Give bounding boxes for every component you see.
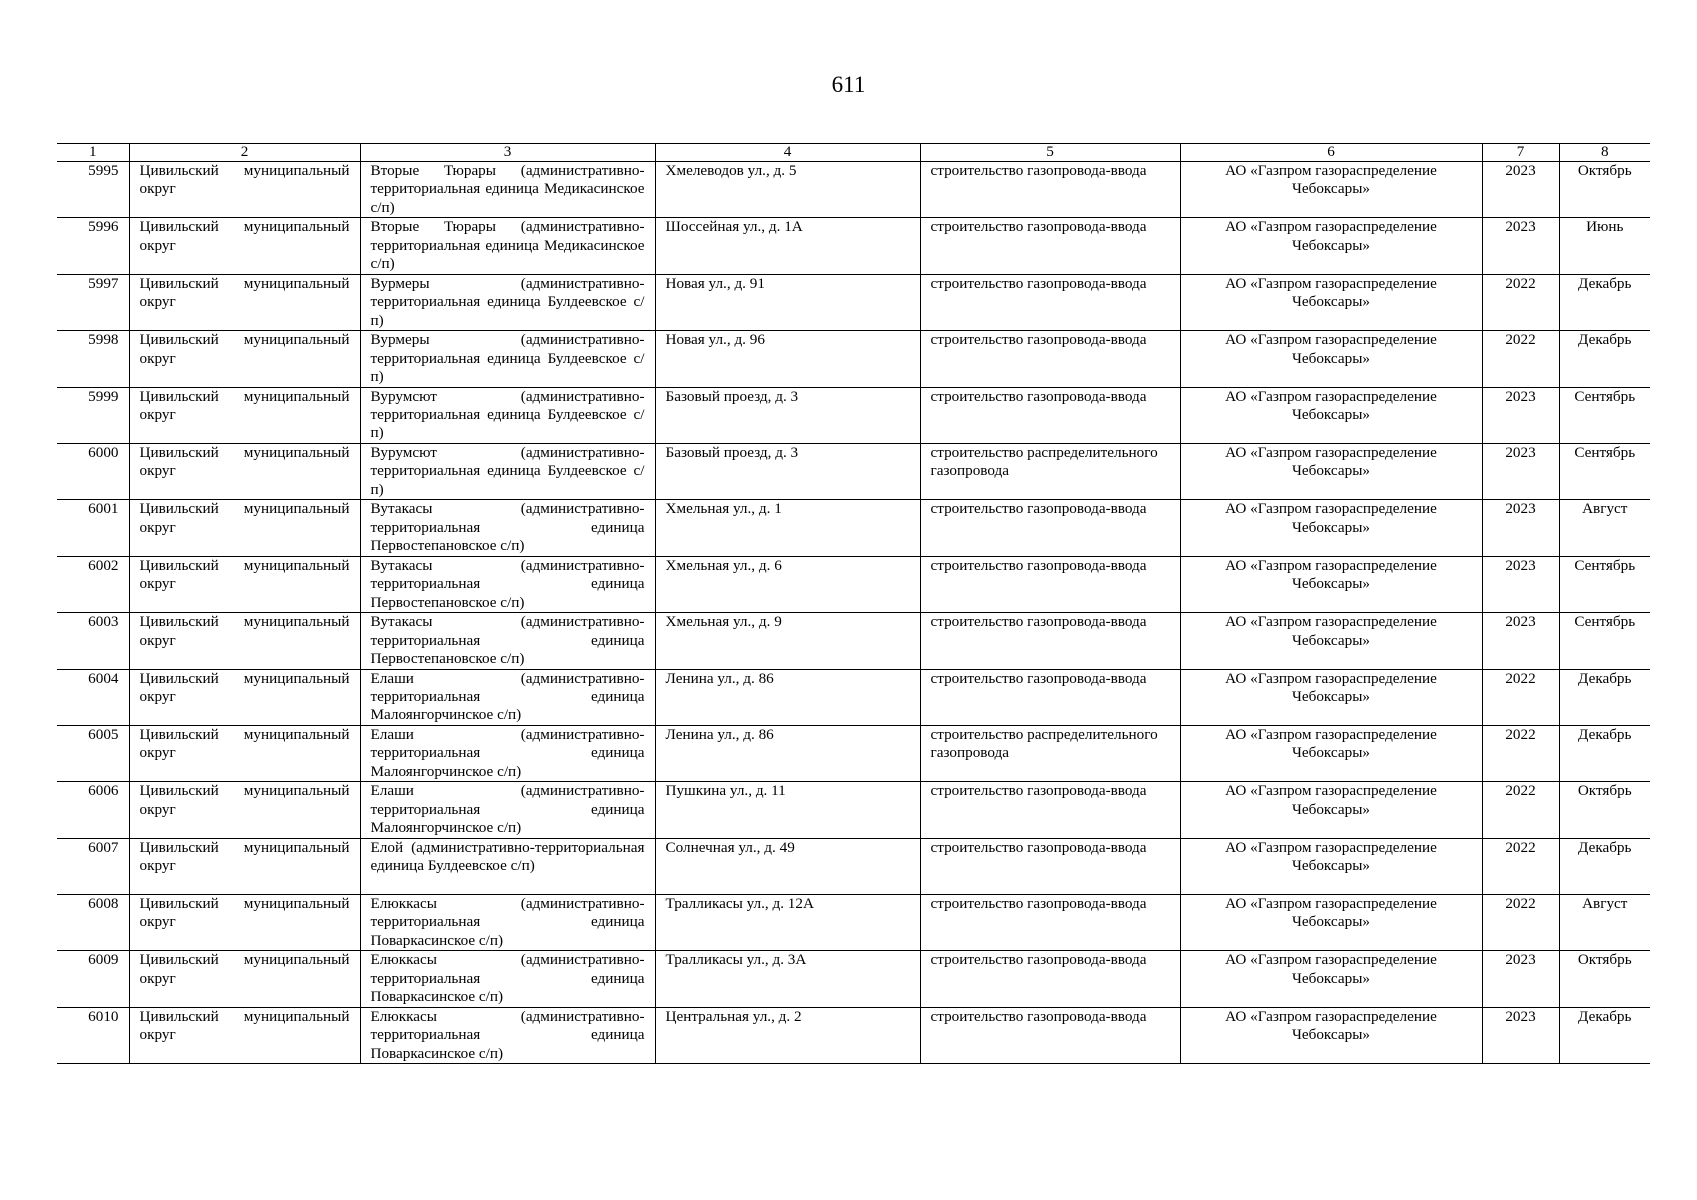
settlement-cell: Елаши (административно-территориальная единица Малоянгорчинское с/п) — [360, 669, 655, 725]
month-cell: Сентябрь — [1559, 556, 1650, 612]
column-number: 2 — [129, 144, 360, 162]
district-cell: Цивильский муниципальный округ — [129, 951, 360, 1007]
year-cell: 2023 — [1482, 613, 1559, 669]
address-cell: Хмельная ул., д. 6 — [655, 556, 920, 612]
work-type-cell: строительство газопровода-ввода — [920, 951, 1180, 1007]
district-cell: Цивильский муниципальный округ — [129, 443, 360, 499]
work-type-cell: строительство газопровода-ввода — [920, 162, 1180, 218]
district-cell: Цивильский муниципальный округ — [129, 838, 360, 894]
table-row — [57, 725, 1650, 781]
organization-cell: АО «Газпром газораспределение Чебоксары» — [1180, 838, 1482, 894]
settlement-cell: Вурмеры (административно-территориальная единица Булдеевское с/п) — [360, 274, 655, 330]
settlement-cell: Вурумсют (административно-территориальная единица Булдеевское с/п) — [360, 443, 655, 499]
page-number: 611 — [831, 72, 866, 97]
address-cell: Ленина ул., д. 86 — [655, 725, 920, 781]
district-cell: Цивильский муниципальный округ — [129, 725, 360, 781]
address-cell: Базовый проезд, д. 3 — [655, 443, 920, 499]
settlement-cell: Елюккасы (административно-территориальная единица Поваркасинское с/п) — [360, 951, 655, 1007]
row-number: 6006 — [57, 782, 129, 838]
organization-cell: АО «Газпром газораспределение Чебоксары» — [1180, 162, 1482, 218]
district-cell: Цивильский муниципальный округ — [129, 613, 360, 669]
work-type-cell: строительство газопровода-ввода — [920, 1007, 1180, 1063]
month-cell: Декабрь — [1559, 725, 1650, 781]
district-cell: Цивильский муниципальный округ — [129, 500, 360, 556]
address-cell: Пушкина ул., д. 11 — [655, 782, 920, 838]
district-cell: Цивильский муниципальный округ — [129, 669, 360, 725]
organization-cell: АО «Газпром газораспределение Чебоксары» — [1180, 443, 1482, 499]
organization-cell: АО «Газпром газораспределение Чебоксары» — [1180, 500, 1482, 556]
address-cell: Тралликасы ул., д. 3А — [655, 951, 920, 1007]
column-number: 5 — [920, 144, 1180, 162]
district-cell: Цивильский муниципальный округ — [129, 331, 360, 387]
district-cell: Цивильский муниципальный округ — [129, 274, 360, 330]
registry-table — [57, 143, 1650, 1064]
year-cell: 2023 — [1482, 556, 1559, 612]
organization-cell: АО «Газпром газораспределение Чебоксары» — [1180, 951, 1482, 1007]
address-cell: Центральная ул., д. 2 — [655, 1007, 920, 1063]
work-type-cell: строительство газопровода-ввода — [920, 274, 1180, 330]
row-number: 6009 — [57, 951, 129, 1007]
address-cell: Ленина ул., д. 86 — [655, 669, 920, 725]
column-number-row — [57, 144, 1650, 162]
table-row — [57, 274, 1650, 330]
table-row — [57, 782, 1650, 838]
month-cell: Декабрь — [1559, 274, 1650, 330]
organization-cell: АО «Газпром газораспределение Чебоксары» — [1180, 331, 1482, 387]
month-cell: Август — [1559, 895, 1650, 951]
settlement-cell: Вутакасы (административно-территориальная единица Первостепановское с/п) — [360, 613, 655, 669]
organization-cell: АО «Газпром газораспределение Чебоксары» — [1180, 556, 1482, 612]
month-cell: Октябрь — [1559, 782, 1650, 838]
month-cell: Декабрь — [1559, 669, 1650, 725]
district-cell: Цивильский муниципальный округ — [129, 387, 360, 443]
address-cell: Шоссейная ул., д. 1А — [655, 218, 920, 274]
year-cell: 2023 — [1482, 500, 1559, 556]
settlement-cell: Елюккасы (административно-территориальная единица Поваркасинское с/п) — [360, 895, 655, 951]
settlement-cell: Вутакасы (административно-территориальная единица Первостепановское с/п) — [360, 500, 655, 556]
row-number: 6002 — [57, 556, 129, 612]
month-cell: Июнь — [1559, 218, 1650, 274]
column-number: 6 — [1180, 144, 1482, 162]
year-cell: 2023 — [1482, 162, 1559, 218]
work-type-cell: строительство газопровода-ввода — [920, 500, 1180, 556]
work-type-cell: строительство газопровода-ввода — [920, 218, 1180, 274]
month-cell: Декабрь — [1559, 1007, 1650, 1063]
table-row — [57, 331, 1650, 387]
month-cell: Сентябрь — [1559, 443, 1650, 499]
table-row — [57, 500, 1650, 556]
month-cell: Сентябрь — [1559, 613, 1650, 669]
row-number: 6004 — [57, 669, 129, 725]
organization-cell: АО «Газпром газораспределение Чебоксары» — [1180, 613, 1482, 669]
month-cell: Август — [1559, 500, 1650, 556]
address-cell: Базовый проезд, д. 3 — [655, 387, 920, 443]
work-type-cell: строительство газопровода-ввода — [920, 556, 1180, 612]
work-type-cell: строительство газопровода-ввода — [920, 613, 1180, 669]
table-row — [57, 162, 1650, 218]
year-cell: 2022 — [1482, 274, 1559, 330]
district-cell: Цивильский муниципальный округ — [129, 895, 360, 951]
settlement-cell: Елаши (административно-территориальная единица Малоянгорчинское с/п) — [360, 782, 655, 838]
district-cell: Цивильский муниципальный округ — [129, 782, 360, 838]
address-cell: Новая ул., д. 91 — [655, 274, 920, 330]
column-number: 1 — [57, 144, 129, 162]
work-type-cell: строительство газопровода-ввода — [920, 669, 1180, 725]
row-number: 6007 — [57, 838, 129, 894]
table-row — [57, 951, 1650, 1007]
table-row — [57, 838, 1650, 894]
year-cell: 2023 — [1482, 443, 1559, 499]
row-number: 5999 — [57, 387, 129, 443]
work-type-cell: строительство газопровода-ввода — [920, 782, 1180, 838]
column-number: 8 — [1559, 144, 1650, 162]
table-row — [57, 443, 1650, 499]
address-cell: Солнечная ул., д. 49 — [655, 838, 920, 894]
table-row — [57, 613, 1650, 669]
table-row — [57, 895, 1650, 951]
address-cell: Новая ул., д. 96 — [655, 331, 920, 387]
district-cell: Цивильский муниципальный округ — [129, 162, 360, 218]
year-cell: 2022 — [1482, 782, 1559, 838]
column-number: 3 — [360, 144, 655, 162]
organization-cell: АО «Газпром газораспределение Чебоксары» — [1180, 669, 1482, 725]
month-cell: Октябрь — [1559, 162, 1650, 218]
row-number: 6003 — [57, 613, 129, 669]
work-type-cell: строительство газопровода-ввода — [920, 387, 1180, 443]
settlement-cell: Вурумсют (административно-территориальная единица Булдеевское с/п) — [360, 387, 655, 443]
work-type-cell: строительство газопровода-ввода — [920, 895, 1180, 951]
row-number: 6008 — [57, 895, 129, 951]
month-cell: Декабрь — [1559, 331, 1650, 387]
row-number: 5995 — [57, 162, 129, 218]
settlement-cell: Елой (административно-территориальная единица Булдеевское с/п) — [360, 838, 655, 894]
table-row — [57, 218, 1650, 274]
organization-cell: АО «Газпром газораспределение Чебоксары» — [1180, 782, 1482, 838]
table-row — [57, 669, 1650, 725]
district-cell: Цивильский муниципальный округ — [129, 556, 360, 612]
district-cell: Цивильский муниципальный округ — [129, 218, 360, 274]
settlement-cell: Елюккасы (административно-территориальная единица Поваркасинское с/п) — [360, 1007, 655, 1063]
year-cell: 2023 — [1482, 218, 1559, 274]
column-number: 7 — [1482, 144, 1559, 162]
row-number: 5998 — [57, 331, 129, 387]
organization-cell: АО «Газпром газораспределение Чебоксары» — [1180, 218, 1482, 274]
month-cell: Декабрь — [1559, 838, 1650, 894]
work-type-cell: строительство распределительного газопровода — [920, 443, 1180, 499]
year-cell: 2022 — [1482, 725, 1559, 781]
month-cell: Сентябрь — [1559, 387, 1650, 443]
year-cell: 2022 — [1482, 331, 1559, 387]
work-type-cell: строительство газопровода-ввода — [920, 331, 1180, 387]
settlement-cell: Елаши (административно-территориальная единица Малоянгорчинское с/п) — [360, 725, 655, 781]
organization-cell: АО «Газпром газораспределение Чебоксары» — [1180, 895, 1482, 951]
table-row — [57, 387, 1650, 443]
address-cell: Хмельная ул., д. 1 — [655, 500, 920, 556]
year-cell: 2022 — [1482, 838, 1559, 894]
table-row — [57, 556, 1650, 612]
year-cell: 2022 — [1482, 669, 1559, 725]
row-number: 6000 — [57, 443, 129, 499]
year-cell: 2023 — [1482, 387, 1559, 443]
row-number: 6001 — [57, 500, 129, 556]
settlement-cell: Вутакасы (административно-территориальная единица Первостепановское с/п) — [360, 556, 655, 612]
year-cell: 2022 — [1482, 895, 1559, 951]
year-cell: 2023 — [1482, 951, 1559, 1007]
settlement-cell: Вурмеры (административно-территориальная единица Булдеевское с/п) — [360, 331, 655, 387]
organization-cell: АО «Газпром газораспределение Чебоксары» — [1180, 274, 1482, 330]
address-cell: Тралликасы ул., д. 12А — [655, 895, 920, 951]
row-number: 6005 — [57, 725, 129, 781]
year-cell: 2023 — [1482, 1007, 1559, 1063]
row-number: 5996 — [57, 218, 129, 274]
row-number: 5997 — [57, 274, 129, 330]
address-cell: Хмельная ул., д. 9 — [655, 613, 920, 669]
organization-cell: АО «Газпром газораспределение Чебоксары» — [1180, 387, 1482, 443]
organization-cell: АО «Газпром газораспределение Чебоксары» — [1180, 1007, 1482, 1063]
work-type-cell: строительство газопровода-ввода — [920, 838, 1180, 894]
organization-cell: АО «Газпром газораспределение Чебоксары» — [1180, 725, 1482, 781]
address-cell: Хмелеводов ул., д. 5 — [655, 162, 920, 218]
work-type-cell: строительство распределительного газопровода — [920, 725, 1180, 781]
column-number: 4 — [655, 144, 920, 162]
month-cell: Октябрь — [1559, 951, 1650, 1007]
table-row — [57, 1007, 1650, 1063]
row-number: 6010 — [57, 1007, 129, 1063]
settlement-cell: Вторые Тюрары (административно-территориальная единица Медикасинское с/п) — [360, 218, 655, 274]
settlement-cell: Вторые Тюрары (административно-территориальная единица Медикасинское с/п) — [360, 162, 655, 218]
district-cell: Цивильский муниципальный округ — [129, 1007, 360, 1063]
